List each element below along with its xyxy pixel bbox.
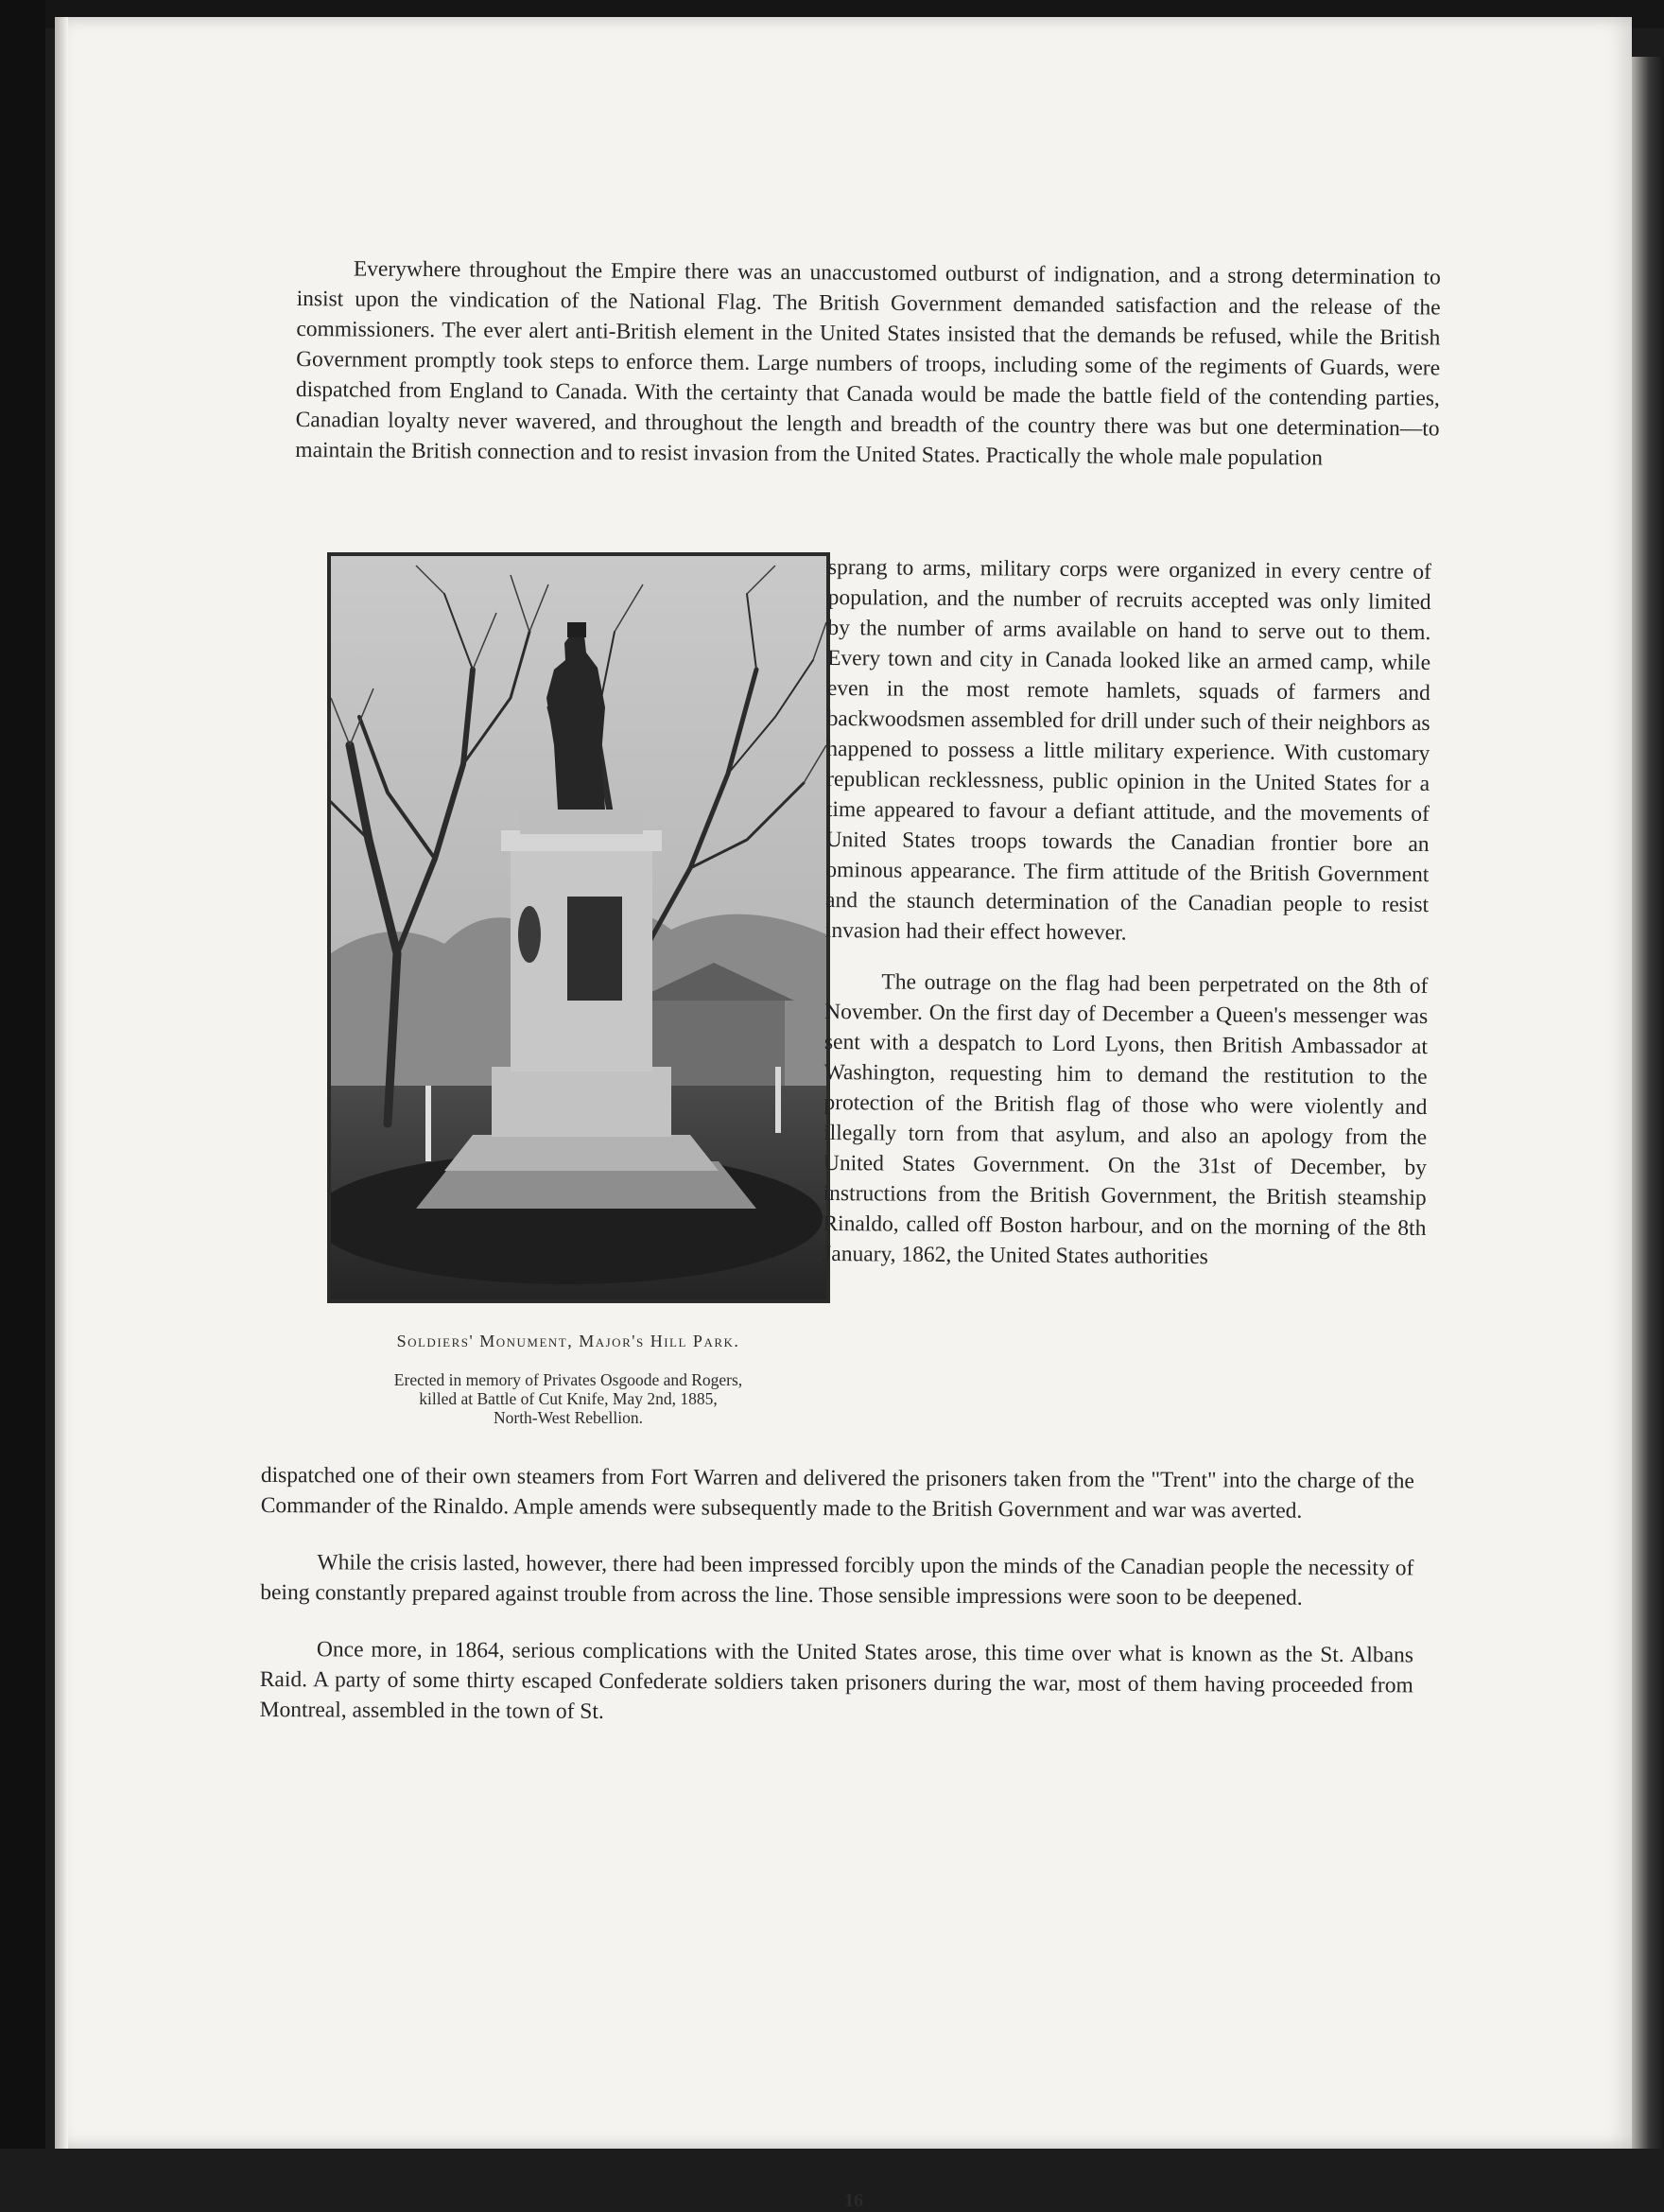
paragraph: sprang to arms, military corps were organized in every centre of population, and the number of recruits accepted was only limited by the number of arms available on hand to serve out to them. Every town and city in Canada looked like an armed camp, while even in the most remote hamlets, squads of farmers and backwoodsmen assembled for drill under such of their neighbors as happened to possess a little military experience. With customary republican recklessness, public opinion in the United States for a time appeared to favour a defiant attitude, and the movements of United States troops towards the Canadian frontier bore an ominous appearance. The firm attitude of the British Government and the staunch determination of the Canadian people to resist invasion had their effect however.	[824, 554, 1431, 946]
paragraph: The outrage on the flag had been perpetrated on the 8th of November. On the first day of December a Queen's messenger was sent with a despatch to Lord Lyons, then British Ambassador at Washington, requesting him to demand the restitution to the protection of the British flag of those who were violently and illegally torn from that asylum, and also an apology from the United States Government. On the 31st of December, by instructions from the British Government, the British steamship Rinaldo, called off Boston harbour, and on the morning of the 8th January, 1862, the United States authorities	[823, 969, 1429, 1270]
caption-line: Erected in memory of Privates Osgoode and Rogers,	[393, 1370, 743, 1389]
page-gutter-shadow	[55, 17, 68, 2149]
caption-line: North-West Rebellion.	[493, 1408, 643, 1427]
scan-border-left	[0, 0, 45, 2149]
page-stack-edge	[1626, 57, 1664, 2149]
caption-title: Soldiers' Monument, Major's Hill Park.	[396, 1332, 740, 1350]
paragraph: Everywhere throughout the Empire there was an unaccustomed outburst of indignation, and a strong determination to insist upon the vindication of the National Flag. The British Government demanded satisfaction and the release of the commissioners. The ever alert anti-British element in the United States insisted that the demands be refused, while the British Government promptly took steps to enforce them. Large numbers of troops, including some of the regiments of Guards, were dispatched from England to Canada. With the certainty that Canada would be made the battle field of the contending parties, Canadian loyalty never wavered, and throughout the length and breadth of the country there was but one determination—to maintain the British connection and to resist invasion from the United States. Practically the whole male population	[295, 256, 1441, 471]
monument-photograph	[327, 552, 830, 1303]
photo-image	[331, 556, 826, 1299]
figure-caption	[321, 1332, 815, 1427]
body-text-top	[295, 253, 1441, 474]
body-text-side-column	[823, 552, 1431, 1274]
caption-line: killed at Battle of Cut Knife, May 2nd, 1885,	[419, 1389, 718, 1408]
paragraph: While the crisis lasted, however, there had been impressed forcibly upon the minds of the Canadian people the necessity of being constantly prepared against trouble from across the line. Those sensible impressions were soon to be deepened.	[260, 1550, 1414, 1611]
caption-subtitle	[321, 1370, 815, 1427]
paragraph: dispatched one of their own steamers from Fort Warren and delivered the prisoners taken from the "Trent" into the charge of the Commander of the Rinaldo. Ample amends were subsequently made to the British Government and war was averted.	[260, 1463, 1414, 1524]
body-text-bottom	[260, 1460, 1414, 1731]
paragraph: Once more, in 1864, serious complications with the United States arose, this time over what is known as the St. Albans Raid. A party of some thirty escaped Confederate soldiers taken prisoners during the war, most of them having proceeded from Montreal, assembled in the town of St.	[259, 1637, 1414, 1724]
page-number: 16	[844, 2190, 863, 2211]
